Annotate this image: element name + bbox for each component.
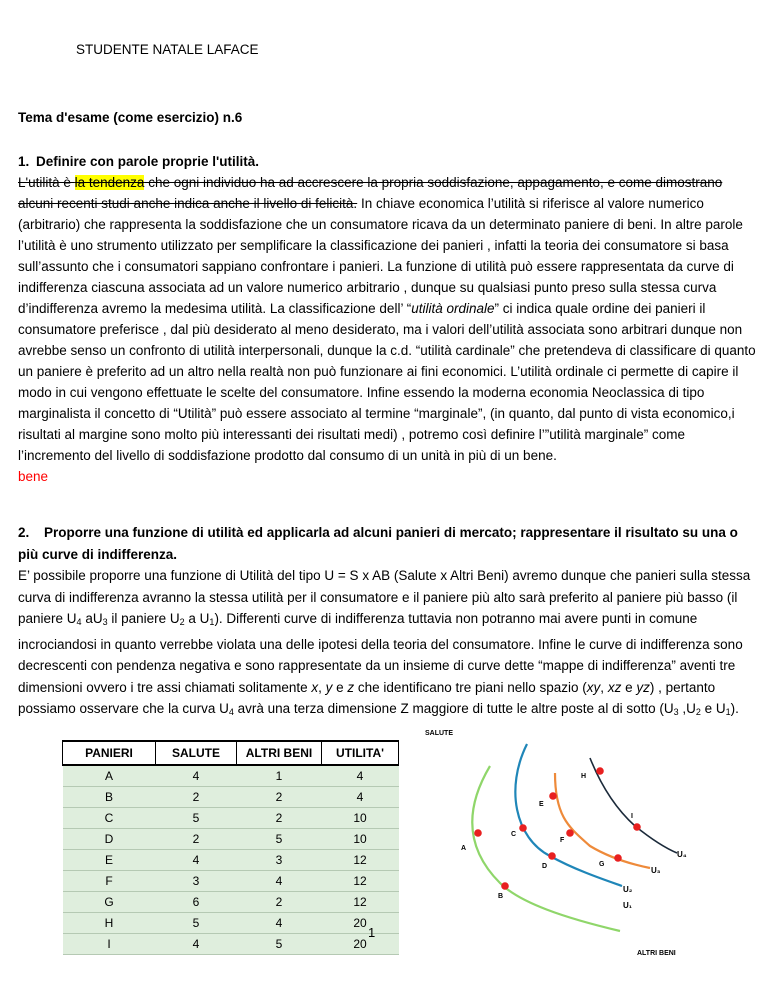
q2-text: e	[621, 679, 637, 695]
q2-text: ).	[730, 701, 739, 716]
table-row	[63, 871, 399, 892]
curve-u1	[472, 766, 620, 931]
q2-text: che identificano tre piani nello spazio (	[354, 679, 587, 695]
basket-label-c: C	[511, 831, 517, 838]
label-u3: U₃	[651, 866, 661, 875]
table-cell: 20	[322, 934, 399, 955]
question-1-title	[18, 151, 758, 172]
basket-label-b: B	[498, 893, 504, 900]
question-2-number: 2.	[18, 525, 30, 540]
table-cell: 12	[322, 892, 399, 913]
table-cell: 4	[322, 787, 399, 808]
table-row	[63, 808, 399, 829]
basket-point-d	[548, 852, 556, 860]
table-header-row	[63, 741, 399, 765]
basket-point-f	[566, 829, 574, 837]
table-cell: 2	[237, 892, 322, 913]
subscript: 3	[102, 617, 108, 627]
page-number: 1	[368, 925, 376, 940]
basket-label-i: I	[631, 813, 633, 820]
question-2	[18, 522, 758, 724]
table-cell: 10	[322, 829, 399, 850]
question-2-title	[18, 522, 758, 565]
table-cell: A	[63, 765, 156, 787]
table-cell: 5	[237, 934, 322, 955]
q2-text: e U	[700, 701, 726, 716]
curve-u3	[555, 773, 650, 868]
question-1-number: 1.	[18, 154, 30, 169]
struck-text-b: che ogni individuo ha ad accrescere la propria soddisfazione, appagamento, e come dimostrano alcuni recenti studi anche indica anche il livello di felicità.	[18, 175, 723, 211]
basket-label-a: A	[461, 845, 467, 852]
table-cell: 20	[322, 913, 399, 934]
table-cell: 3	[156, 871, 237, 892]
table-cell: F	[63, 871, 156, 892]
table-cell: 4	[156, 850, 237, 871]
subscript: 4	[228, 707, 234, 717]
utility-table	[62, 740, 399, 955]
table-row	[63, 913, 399, 934]
table-cell: C	[63, 808, 156, 829]
subscript: 2	[179, 617, 185, 627]
question-1-answer	[18, 172, 758, 466]
q2-text: E’ possibile proporre una funzione di Utilità del tipo U = S x AB (Salute x Altri Beni) avremo dunque che panieri sulla stessa curva di indifferenza avranno la stessa utilità per il consumatore e il paniere più alto sarà preferito al paniere più basso (il paniere U	[18, 568, 751, 626]
q2-text: ,	[600, 679, 608, 695]
table-cell: G	[63, 892, 156, 913]
table-cell: 2	[156, 787, 237, 808]
q2-text: ,U	[678, 701, 696, 716]
table-row	[63, 765, 399, 787]
label-u4: U₄	[677, 850, 687, 859]
plane-var: yz	[636, 679, 650, 695]
table-cell: 3	[237, 850, 322, 871]
basket-point-b	[501, 882, 509, 890]
header-utilita: UTILITA'	[322, 741, 399, 765]
table-cell: I	[63, 934, 156, 955]
subscript: 4	[76, 617, 82, 627]
table-cell: D	[63, 829, 156, 850]
table-row	[63, 829, 399, 850]
table-row	[63, 787, 399, 808]
teacher-note: bene	[18, 469, 49, 484]
question-1-title-text: Definire con parole proprie l'utilità.	[36, 154, 259, 169]
basket-point-h	[596, 767, 604, 775]
plane-var: xz	[607, 679, 622, 695]
answer-italic: utilità ordinale	[411, 301, 495, 316]
label-u1: U₁	[623, 901, 633, 910]
q2-text: e	[332, 679, 348, 695]
table-cell: 2	[237, 787, 322, 808]
table-cell: 5	[156, 808, 237, 829]
header-altri-beni: ALTRI BENI	[237, 741, 322, 765]
table-row	[63, 850, 399, 871]
table-cell: 2	[156, 829, 237, 850]
highlighted-text: la tendenza	[74, 175, 145, 190]
header-panieri: PANIERI	[63, 741, 156, 765]
label-u2: U₂	[623, 885, 633, 894]
table-cell: 2	[237, 808, 322, 829]
basket-label-f: F	[560, 837, 565, 844]
basket-label-e: E	[539, 801, 544, 808]
exam-title: Tema d'esame (come esercizio) n.6	[18, 110, 243, 125]
q2-text: ). Differenti curve di indifferenza tuttavia non potranno mai avere punti in comune incrociandosi in quanto verrebbe violata una delle ipotesi della teoria del consumatore. Infine le curve di indifferenza sono decrescenti con pendenza negativa e sono rappresentate da un insieme di curve dette “mappe di indifferenza” aventi tre dimensioni ovvero i tre assi chiamati solitamente	[18, 611, 743, 695]
subscript: 3	[673, 707, 679, 717]
x-axis-label: ALTRI BENI	[637, 950, 676, 957]
table-cell: 1	[237, 765, 322, 787]
answer-text-a: In chiave economica l’utilità si riferisce al valore numerico (arbitrario) che rappresenta la soddisfazione che un consumatore ricava da un determinato paniere di beni. In altre parole l’utilità è uno strumento utilizzato per semplificare la classificazione dei panieri , infatti la teoria dei consumatore si basa sull’assunto che i consumatori sappiano confrontare i panieri. La funzione di utilità può essere rappresentata da curve di indifferenza ciascuna associata ad un valore numerico arbitrario , dunque su qualsiasi punto preso sulla stessa curva d’indifferenza avremo la medesima utilità. La classificazione dell’ “	[18, 196, 743, 316]
basket-label-h: H	[581, 773, 587, 780]
question-2-title-text: Proporre una funzione di utilità ed applicarla ad alcuni panieri di mercato; rappresentare il risultato su una o più curve di indifferenza.	[18, 525, 738, 562]
table-cell: 5	[237, 829, 322, 850]
table-row	[63, 892, 399, 913]
basket-point-i	[633, 823, 641, 831]
table-cell: 10	[322, 808, 399, 829]
table-cell: B	[63, 787, 156, 808]
axis-var: y	[325, 679, 333, 695]
basket-label-d: D	[542, 863, 548, 870]
basket-point-e	[549, 792, 557, 800]
basket-point-a	[474, 829, 482, 837]
table-cell: 5	[156, 913, 237, 934]
table-cell: H	[63, 913, 156, 934]
table-cell: 4	[322, 765, 399, 787]
table-cell: 4	[237, 913, 322, 934]
q2-text: aU	[81, 611, 103, 626]
answer-text-b: ” ci indica quale ordine dei panieri il consumatore preferisce , dal più desiderato al meno desiderato, ma i valori dell’utilità associata sono arbitrari dunque non avrebbe senso un confronto di utilità interpersonali, dunque la c.d. “utilità cardinale” che pretendeva di classificare di quanto un paniere è preferito ad un altro nella realtà non può funzionare ai fini economici. L’utilità ordinale ci permette di capire il modo in cui vengono effettuate le scelte del consumatore. Infine essendo la moderna economia Neoclassica di tipo marginalista il concetto di “Utilità” può essere associato al termine “marginale”, (in quanto, dal punto di vista economico,i risultati al margine sono molto più interessanti dei risultati medi) , potremo così definire l’”utilità marginale” come l’incremento del livello di soddisfazione prodotto dal consumo di un unità in più di un bene.	[18, 301, 756, 463]
subscript: 1	[725, 707, 731, 717]
basket-label-g: G	[599, 861, 605, 868]
table-cell: 12	[322, 871, 399, 892]
header-salute: SALUTE	[156, 741, 237, 765]
struck-text-a: L'utilità è	[18, 175, 75, 190]
subscript: 1	[209, 617, 215, 627]
q2-text: ) , pertanto possiamo osservare che la curva U	[18, 679, 716, 716]
y-axis-label: SALUTE	[425, 730, 453, 737]
table-cell: 4	[156, 934, 237, 955]
q2-text: ,	[318, 679, 326, 695]
table-cell: E	[63, 850, 156, 871]
table-cell: 12	[322, 850, 399, 871]
indifference-curves-graph	[415, 728, 705, 958]
table-cell: 4	[156, 765, 237, 787]
q2-text: avrà una terza dimensione Z maggiore di tutte le altre poste al di sotto (U	[233, 701, 674, 716]
q2-text: a U	[184, 611, 210, 626]
plane-var: xy	[586, 679, 601, 695]
question-2-answer	[18, 565, 758, 724]
axis-var: x	[311, 679, 319, 695]
table-row	[63, 934, 399, 955]
curve-u2	[515, 744, 622, 886]
student-name: STUDENTE NATALE LAFACE	[76, 42, 259, 57]
table-cell: 6	[156, 892, 237, 913]
table-cell: 4	[237, 871, 322, 892]
basket-point-g	[614, 854, 622, 862]
q2-text: il paniere U	[107, 611, 180, 626]
subscript: 2	[695, 707, 701, 717]
basket-point-c	[519, 824, 527, 832]
axis-var: z	[347, 679, 355, 695]
question-1	[18, 151, 758, 487]
